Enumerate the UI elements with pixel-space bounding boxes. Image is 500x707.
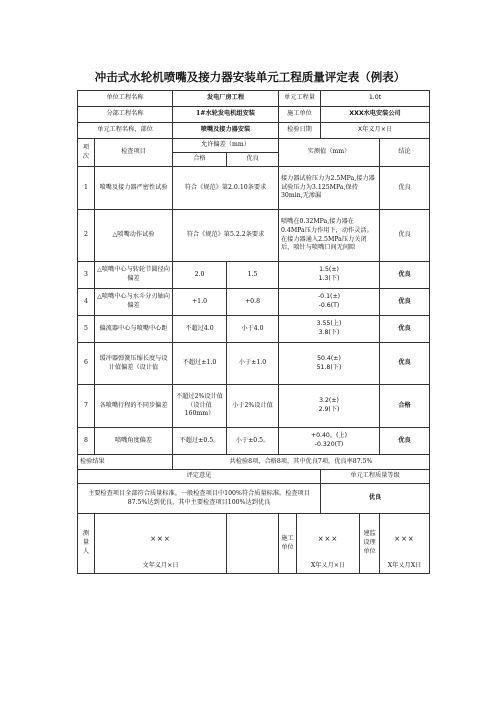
- row-qualified: +1.0: [173, 289, 227, 316]
- table-row: [78, 262, 430, 289]
- row-item: 喷嘴及接力器严密性试验: [95, 167, 173, 210]
- measured-upper: 3.2(±): [319, 397, 339, 405]
- row-conclusion: 优良: [380, 167, 430, 210]
- measured-lower: 2.9(下): [318, 406, 340, 413]
- row-measured: [279, 428, 380, 455]
- evaluation-row: [78, 484, 430, 514]
- row-conclusion: 优良: [380, 262, 430, 289]
- row-conclusion: 合格: [380, 385, 430, 428]
- grade-value: 优良: [321, 484, 430, 514]
- row-excellent: +0.8: [227, 289, 279, 316]
- contractor-label: 施工单位: [279, 107, 321, 123]
- row-qualified: 2.0: [173, 262, 227, 289]
- contractor-value: XXX水电安装公司: [321, 107, 430, 123]
- opinion-label: 评定意见: [78, 470, 321, 484]
- row-requirement: 符合《规范》第5.2.2条要求: [173, 210, 279, 262]
- row-conclusion: 优良: [380, 210, 430, 262]
- table-row: [78, 343, 430, 385]
- row-measured: [279, 343, 380, 385]
- measured-lower: 1.3(下): [318, 275, 340, 282]
- grade-label: 单元工程质量等级: [321, 470, 430, 484]
- row-qualified: 不超过4.0: [173, 316, 227, 343]
- col-qualified: 合格: [173, 153, 227, 167]
- row-qualified: 不超过±0.5。: [173, 428, 227, 455]
- header-row-unit: [78, 91, 430, 107]
- row-excellent: 1.5: [227, 262, 279, 289]
- measured-upper: -0.1(±): [317, 293, 341, 301]
- table-row: [78, 210, 430, 262]
- measured-upper: 3.55(上): [316, 320, 342, 328]
- row-measured: [279, 289, 380, 316]
- row-item: △喷嘴中心与转轮节圆径向偏差: [95, 262, 173, 289]
- element-label: 单元工程名称、部位: [78, 123, 173, 139]
- signature-row: [78, 514, 430, 574]
- row-item: △喷嘴动作试验: [95, 210, 173, 262]
- sub-project-label: 分部工程名称: [78, 107, 173, 123]
- row-excellent: 小于±1.0: [227, 343, 279, 385]
- table-row: [78, 167, 430, 210]
- measured-lower: -0.320(T): [314, 441, 344, 448]
- supervision-label: 建监设理单位: [360, 514, 380, 574]
- row-no: 6: [78, 343, 95, 385]
- row-measured: 喷嘴在0.32MPa,接力器在0.4MPa压力作用下，动作灵活。在接力器通入2.5MPa压力关闭后，喷针与喷嘴口间无间隙: [279, 210, 380, 262]
- supervision-signature: [380, 514, 430, 574]
- construction-signature: [297, 514, 360, 574]
- row-item: 喷嘴角度偏差: [95, 428, 173, 455]
- row-no: 4: [78, 289, 95, 316]
- supervision-date: X年乂月X日: [387, 562, 422, 570]
- sub-project-value: 1#水轮发电机组安装: [173, 107, 279, 123]
- row-item: 各喷嘴行程的不同步偏差: [95, 385, 173, 428]
- col-item-no: 项次: [78, 139, 95, 167]
- col-allowed-dev: 允许偏差（mm）: [173, 139, 279, 153]
- header-row-sub: [78, 107, 430, 123]
- row-qualified: 不超过2%设计值（设计值160mm）: [173, 385, 227, 428]
- row-measured: [279, 385, 380, 428]
- row-conclusion: 优良: [380, 289, 430, 316]
- row-no: 2: [78, 210, 95, 262]
- element-value: 喷嘴及接力器安装: [173, 123, 279, 139]
- construction-date: X年乂月×日: [310, 562, 346, 570]
- row-item: 偏流器中心与喷嘴中心距: [95, 316, 173, 343]
- row-excellent: 小于±0.5。: [227, 428, 279, 455]
- supervision-name: ×××: [394, 535, 415, 543]
- measured-upper: 1.5(±): [319, 266, 339, 274]
- row-requirement: 符合《规范》第2.0.10条要求: [173, 167, 279, 210]
- row-conclusion: 优良: [380, 343, 430, 385]
- surveyor-label: 测量人: [78, 514, 95, 574]
- row-item: 缓冲器弹簧压缩长度与设计值偏差（设计值: [95, 343, 173, 385]
- table-row: [78, 428, 430, 455]
- unit-project-value: 发电厂房工程: [173, 91, 279, 107]
- row-item: △喷嘴中心与水斗分刃轴向偏差: [95, 289, 173, 316]
- row-measured: [279, 316, 380, 343]
- table-row: [78, 289, 430, 316]
- unit-quantity-value: 1.0t: [321, 91, 430, 107]
- col-excellent: 优良: [227, 153, 279, 167]
- row-no: 5: [78, 316, 95, 343]
- row-excellent: 小于4.0: [227, 316, 279, 343]
- row-measured: [279, 262, 380, 289]
- header-row-element: [78, 123, 430, 139]
- column-header-row: [78, 139, 430, 153]
- quality-assessment-table: [77, 90, 430, 574]
- page-title: 冲击式水轮机喷嘴及接力器安装单元工程质量评定表（例表）: [94, 70, 406, 84]
- measured-lower: 3.8(下): [318, 329, 340, 336]
- measured-upper: 50.4(±): [317, 354, 341, 362]
- row-qualified: 不超过±1.0: [173, 343, 227, 385]
- surveyor-name: ×××: [150, 535, 171, 543]
- row-excellent: 小于2%设计值: [227, 385, 279, 428]
- col-conclusion: 结论: [380, 139, 430, 167]
- evaluation-header-row: [78, 470, 430, 484]
- col-measured: 实测值（mm）: [279, 139, 380, 167]
- result-row: [78, 455, 430, 470]
- row-no: 7: [78, 385, 95, 428]
- row-no: 3: [78, 262, 95, 289]
- col-check-item: 检查项目: [95, 139, 173, 167]
- construction-label: 施工单位: [279, 514, 297, 574]
- result-text: 共检验8项，合格8项，其中优良7项，优良率87.5%: [173, 455, 430, 470]
- table-row: [78, 316, 430, 343]
- surveyor-date: 文年义月×日: [142, 562, 179, 570]
- row-measured: 接力器试验压力为2.5MPa,接力器试验压力为3.125MPa,保持30min,无渗漏: [279, 167, 380, 210]
- row-conclusion: 优良: [380, 428, 430, 455]
- unit-quantity-label: 单元工程量: [279, 91, 321, 107]
- unit-project-label: 单位工程名称: [78, 91, 173, 107]
- surveyor-signature: [95, 514, 227, 574]
- opinion-text: 主要检查项目全部符合质量标准。一般检查项目中100%符合质量标准。检查项目87.5%达到优良，其中主要检查项目100%达到优良: [78, 484, 321, 514]
- sig-spacer: [227, 514, 279, 574]
- result-label: 检验结果: [78, 455, 173, 470]
- inspect-date-label: 检验日期: [279, 123, 321, 139]
- measured-lower: 51.8(下): [316, 363, 342, 371]
- row-no: 8: [78, 428, 95, 455]
- inspect-date-value: X年义月×日: [321, 123, 430, 139]
- table-row: [78, 385, 430, 428]
- row-conclusion: 优良: [380, 316, 430, 343]
- row-no: 1: [78, 167, 95, 210]
- construction-name: ×××: [317, 535, 339, 543]
- measured-lower: -0.6(T): [318, 302, 340, 309]
- measured-upper: +0.40。(上): [310, 432, 348, 440]
